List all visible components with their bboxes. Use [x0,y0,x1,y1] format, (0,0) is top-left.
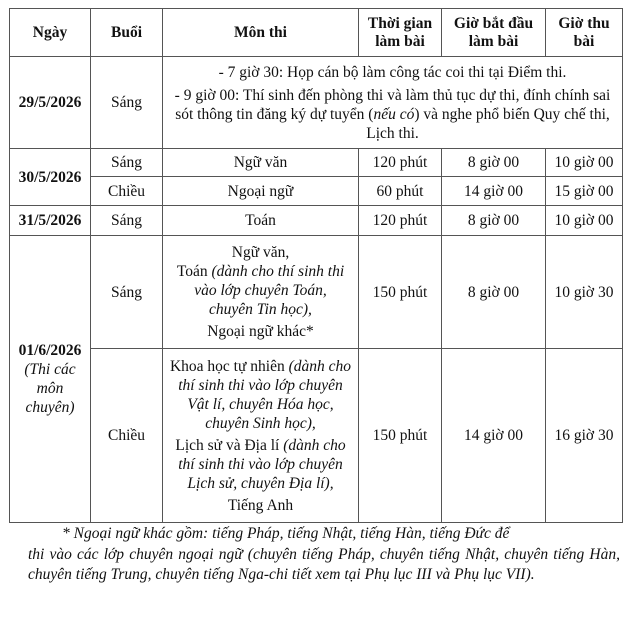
end-time-cell: 10 giờ 00 [546,206,623,236]
duration-cell: 60 phút [359,177,442,206]
subject-cell: Ngữ văn [163,149,359,177]
table-row [10,177,623,206]
table-row [10,206,623,236]
exam-schedule-table [9,8,623,523]
header-start-time: Giờ bắt đầu làm bài [442,9,546,57]
header-duration: Thời gian làm bài [359,9,442,57]
subject-line [167,357,354,433]
start-time-cell: 8 giờ 00 [442,149,546,177]
duration-cell: 150 phút [359,236,442,349]
table-row [10,57,623,149]
header-date: Ngày [10,9,91,57]
end-time-cell: 10 giờ 00 [546,149,623,177]
date-cell: 29/5/2026 [10,57,91,149]
table-row [10,149,623,177]
session-cell: Sáng [91,236,163,349]
session-cell: Chiều [91,177,163,206]
duration-cell: 120 phút [359,149,442,177]
subject-line: Ngoại ngữ khác* [207,323,314,340]
note-item [167,86,618,143]
date-cell: 30/5/2026 [10,149,91,206]
header-session: Buổi [91,9,163,57]
end-time-cell: 10 giờ 30 [546,236,623,349]
session-cell: Chiều [91,349,163,523]
session-cell: Sáng [91,206,163,236]
session-cell: Sáng [91,57,163,149]
header-end-time: Giờ thu bài [546,9,623,57]
duration-cell: 120 phút [359,206,442,236]
note-text: - 9 giờ 00: Thí sinh đến phòng thi và làm thủ tục dự thi, đính chính sai sót thông tin đăng ký dự tuyển ( [174,86,611,123]
header-subject: Môn thi [163,9,359,57]
subject-cell: Toán [163,206,359,236]
orientation-notes [163,57,623,149]
end-time-cell: 16 giờ 30 [546,349,623,523]
subject-line [167,262,354,319]
table-row [10,236,623,349]
duration-cell: 150 phút [359,349,442,523]
subject-line [167,436,354,493]
subject-text: Lịch sử và Địa lí [175,436,284,454]
start-time-cell: 8 giờ 00 [442,236,546,349]
subject-text-italic: (dành cho thí sinh thi vào lớp chuyên Lịch sử, chuyên Địa lí), [178,436,346,492]
date-cell [10,236,91,523]
subject-cell: Ngoại ngữ [163,177,359,206]
footnote-first-line: * Ngoại ngữ khác gồm: tiếng Pháp, tiếng Nhật, tiếng Hàn, tiếng Đức để [62,525,510,542]
header-row [10,9,623,57]
start-time-cell: 8 giờ 00 [442,206,546,236]
subject-text: Khoa học tự nhiên [169,357,289,375]
note-text-italic: nếu có [373,105,415,123]
note-text: ) và nghe phổ biến Quy chế thi, Lịch thi. [366,105,610,142]
subject-cell [163,236,359,349]
footnote [28,524,620,586]
start-time-cell: 14 giờ 00 [442,349,546,523]
date-value: 01/6/2026 [18,342,82,359]
end-time-cell: 15 giờ 00 [546,177,623,206]
subject-text: Toán [176,263,212,280]
subject-text-italic: (dành cho thí sinh thi vào lớp chuyên Toán, chuyên Tin học), [194,263,345,318]
date-note: (Thi các môn chuyên) [24,361,76,416]
date-cell: 31/5/2026 [10,206,91,236]
table-row [10,349,623,523]
subject-cell [163,349,359,523]
session-cell: Sáng [91,149,163,177]
footnote-continuation: thi vào các lớp chuyên ngoại ngữ (chuyên tiếng Pháp, chuyên tiếng Nhật, chuyên tiếng Hàn, chuyên tiếng Trung, chuyên tiếng Nga-chi tiết xem tại Phụ lục III và Phụ lục VII). [28,545,620,583]
note-item: - 7 giờ 30: Họp cán bộ làm công tác coi thi tại Điểm thi. [218,63,567,81]
subject-text-italic: (dành cho thí sinh thi vào lớp chuyên Vật lí, chuyên Hóa học, chuyên Sinh học), [178,357,352,432]
start-time-cell: 14 giờ 00 [442,177,546,206]
subject-line: Tiếng Anh [227,496,294,514]
subject-line: Ngữ văn, [231,244,290,261]
